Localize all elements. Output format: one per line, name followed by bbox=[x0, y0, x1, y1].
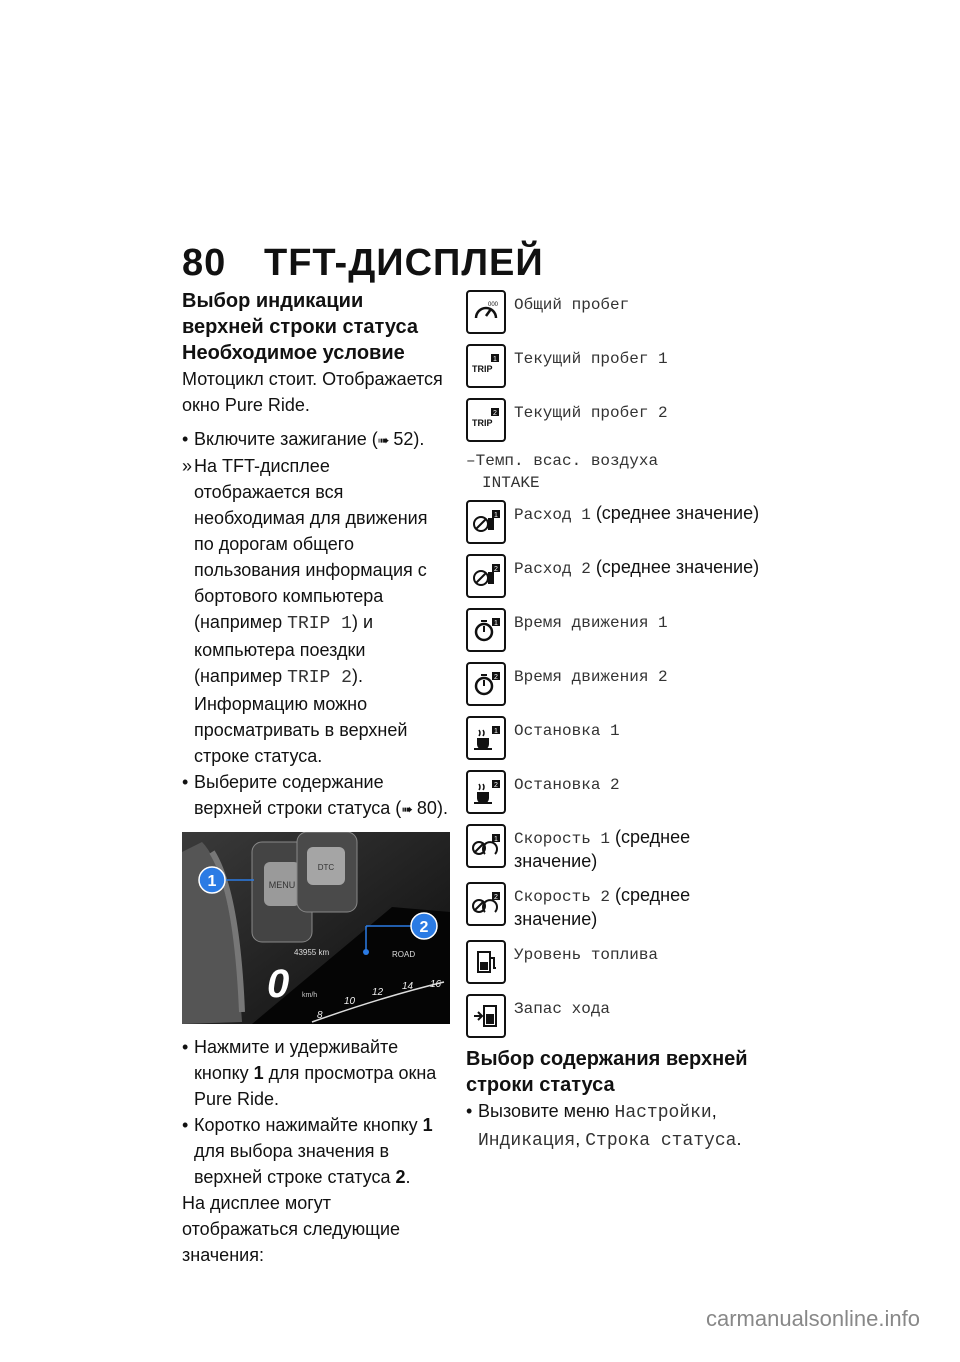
indicator-list-2 bbox=[466, 498, 766, 1038]
svg-text:2: 2 bbox=[493, 410, 497, 417]
page-ref[interactable]: 80 bbox=[416, 798, 437, 818]
indicator-list-1 bbox=[466, 288, 766, 442]
intake-temp-row: –Темп. всас. воздуха INTAKE bbox=[466, 452, 659, 492]
indicator-row bbox=[466, 606, 766, 652]
range-icon bbox=[466, 994, 506, 1038]
indicator-label: Время движения 2 bbox=[514, 668, 668, 686]
indicator-label: Расход 2 (среднее значение) bbox=[514, 557, 760, 578]
indicator-label: Общий пробег bbox=[514, 296, 630, 314]
closing-text: На дисплее могут отображаться следующие значения: bbox=[182, 1193, 401, 1265]
step-select: • Выберите содержание верхней строки статуса (➠ 80). bbox=[182, 772, 448, 818]
stop1-icon bbox=[466, 716, 506, 760]
indicator-row bbox=[466, 342, 766, 388]
step-hold-button: • Нажмите и удерживайте кнопку 1 для просмотра окна Pure Ride. bbox=[182, 1037, 437, 1109]
svg-text:MENU: MENU bbox=[268, 880, 296, 890]
svg-text:2: 2 bbox=[494, 674, 498, 681]
arrow-ref-icon: ➠ bbox=[377, 432, 394, 448]
svg-text:TRIP: TRIP bbox=[472, 418, 493, 428]
stop2-icon bbox=[466, 770, 506, 814]
svg-text:1: 1 bbox=[207, 873, 217, 890]
indicator-row bbox=[466, 552, 766, 598]
svg-text:2: 2 bbox=[494, 566, 498, 573]
svg-text:ROAD: ROAD bbox=[392, 950, 416, 959]
indicator-label: Остановка 2 bbox=[514, 776, 620, 794]
page-number: 80 bbox=[182, 242, 227, 284]
svg-text:0: 0 bbox=[267, 962, 290, 1006]
page-header bbox=[182, 242, 544, 285]
indicator-row bbox=[466, 768, 766, 814]
indicator-label: Текущий пробег 2 bbox=[514, 404, 668, 422]
consumption1-icon bbox=[466, 500, 506, 544]
menu-settings-link[interactable]: Настройки bbox=[614, 1103, 712, 1123]
precondition-heading: Необходимое условие bbox=[182, 342, 405, 364]
speed2-icon bbox=[466, 882, 506, 926]
watermark: carmanualsonline.info bbox=[705, 1306, 920, 1331]
svg-text:1: 1 bbox=[494, 836, 498, 843]
indicator-row bbox=[466, 288, 766, 334]
ride-time1-icon bbox=[466, 608, 506, 652]
indicator-label: Остановка 1 bbox=[514, 722, 620, 740]
trip1-icon bbox=[466, 344, 506, 388]
step-press-button: • Коротко нажимайте кнопку 1 для выбора значения в верхней строке статуса 2. bbox=[182, 1115, 433, 1187]
svg-text:43955 km: 43955 km bbox=[294, 948, 330, 957]
indicator-label: Текущий пробег 1 bbox=[514, 350, 668, 368]
svg-text:2: 2 bbox=[419, 919, 429, 936]
indicator-row bbox=[466, 938, 766, 984]
precondition-text: Мотоцикл стоит. Отображается окно Pure Ride. bbox=[182, 369, 443, 415]
svg-text:12: 12 bbox=[372, 987, 384, 998]
indicator-label: Скорость 1 (среднее значение) bbox=[514, 827, 691, 871]
indicator-label: Запас хода bbox=[514, 1000, 611, 1018]
page-title: TFT-ДИСПЛЕЙ bbox=[264, 242, 544, 284]
svg-text:1: 1 bbox=[494, 728, 498, 735]
menu-display-link[interactable]: Индикация bbox=[478, 1131, 576, 1151]
svg-text:2: 2 bbox=[494, 894, 498, 901]
indicator-row bbox=[466, 714, 766, 760]
indicator-label: Уровень топлива bbox=[514, 946, 659, 964]
svg-text:1: 1 bbox=[494, 620, 498, 627]
indicator-row bbox=[466, 822, 766, 872]
indicator-row bbox=[466, 396, 766, 442]
svg-text:km/h: km/h bbox=[302, 992, 318, 999]
svg-text:1: 1 bbox=[494, 512, 498, 519]
consumption2-icon bbox=[466, 554, 506, 598]
step-result: » На TFT-дисплее отображается вся необходимая для движения по дорогам общего пользования информация с бортового компьютера (например TRIP 1) и компьютера поездки (например TRIP 2). Информацию можно просматривать в верхней строке статуса. bbox=[182, 456, 428, 766]
handlebar-photo bbox=[182, 832, 450, 1024]
ride-time2-icon bbox=[466, 662, 506, 706]
indicator-label: Время движения 1 bbox=[514, 614, 668, 632]
indicator-row bbox=[466, 992, 766, 1038]
svg-text:1: 1 bbox=[493, 356, 497, 363]
svg-text:16: 16 bbox=[430, 979, 442, 990]
indicator-row bbox=[466, 660, 766, 706]
handlebar-illustration bbox=[182, 832, 450, 1024]
svg-text:2: 2 bbox=[494, 782, 498, 789]
menu-status-line-link[interactable]: Строка статуса bbox=[585, 1131, 737, 1151]
indicator-row bbox=[466, 880, 766, 930]
step-open-menu: • Вызовите меню Настройки, Индикация, Строка статуса. bbox=[466, 1101, 742, 1151]
svg-text:DTC: DTC bbox=[317, 863, 335, 872]
indicator-row bbox=[466, 498, 766, 544]
section-heading: Выбор индикации верхней строки статуса bbox=[182, 290, 418, 338]
svg-text:10: 10 bbox=[344, 996, 356, 1007]
svg-text:8: 8 bbox=[317, 1010, 323, 1021]
speed1-icon bbox=[466, 824, 506, 868]
svg-text:000: 000 bbox=[488, 302, 499, 308]
indicator-label: Расход 1 (среднее значение) bbox=[514, 503, 760, 524]
content-heading: Выбор содержания верхней строки статуса bbox=[466, 1048, 748, 1096]
fuel-level-icon bbox=[466, 940, 506, 984]
left-column bbox=[182, 288, 450, 1268]
arrow-ref-icon: ➠ bbox=[401, 801, 417, 817]
trip2-icon bbox=[466, 398, 506, 442]
odometer-icon bbox=[466, 290, 506, 334]
step-ignition: • Включите зажигание (➠ 52). bbox=[182, 429, 425, 449]
page-ref[interactable]: 52 bbox=[393, 429, 414, 449]
right-column bbox=[466, 288, 766, 1154]
svg-text:TRIP: TRIP bbox=[472, 364, 493, 374]
svg-text:14: 14 bbox=[402, 981, 414, 992]
indicator-label: Скорость 2 (среднее значение) bbox=[514, 885, 691, 929]
